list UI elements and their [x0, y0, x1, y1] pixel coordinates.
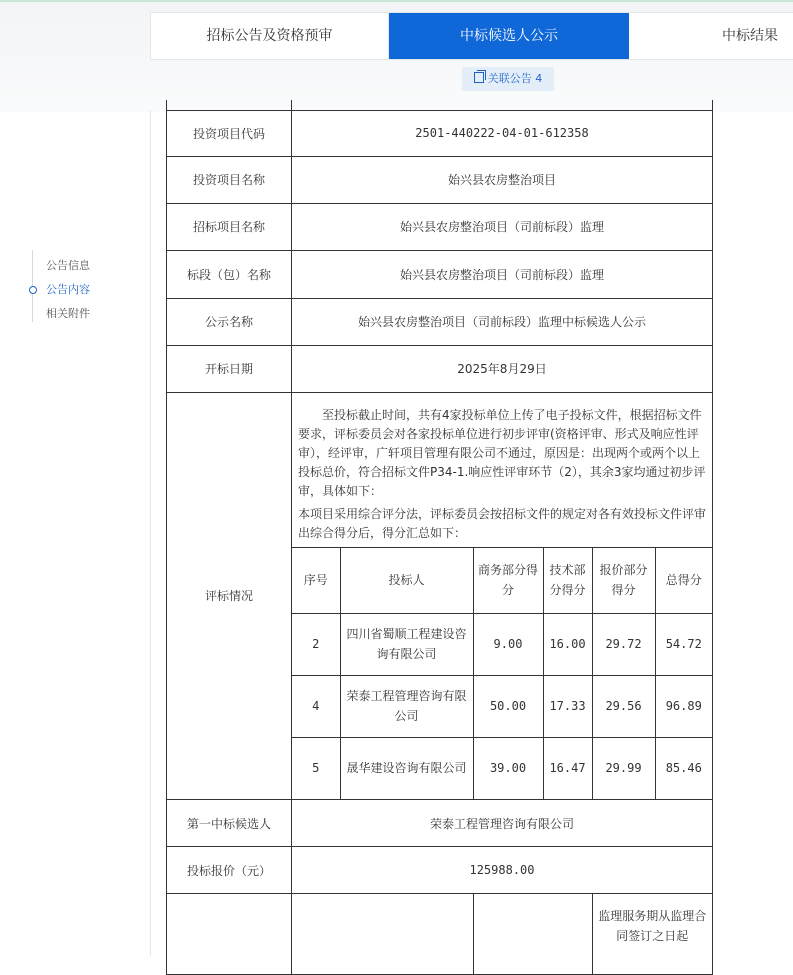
- score-cell: 晟华建设咨询有限公司: [340, 737, 473, 799]
- evaluation-paragraph-1: 至投标截止时间，共有4家投标单位上传了电子投标文件，根据招标文件要求，评标委员会对各家投标单位进行初步评审(资格评审、形式及响应性评审），经评审，广轩项目管理有限公司不通过，原因是：出现两个或两个以上投标总价，符合招标文件P34-1.响应性评审环节（2），其余3家均通过初步评审，具体如下：: [298, 407, 706, 498]
- score-cell: 5: [292, 737, 340, 799]
- tab-bid-notice[interactable]: 招标公告及资格预审: [151, 13, 389, 59]
- score-cell: 2: [292, 613, 340, 675]
- sidenav-item-content-label: 公告内容: [46, 283, 90, 296]
- partial-row-label: [167, 894, 292, 975]
- open-date-label: 开标日期: [167, 345, 292, 392]
- score-cell: 4: [292, 675, 340, 737]
- score-cell: 16.47: [543, 737, 592, 799]
- sidenav-item-content[interactable]: [34, 278, 144, 302]
- top-header: [0, 0, 793, 112]
- notice-table: [166, 100, 713, 975]
- stage-tabs: [150, 12, 793, 60]
- score-header-no: 序号: [292, 547, 340, 613]
- evaluation-text: [292, 393, 712, 547]
- evaluation-cell: [292, 392, 713, 800]
- tab-bid-result[interactable]: 中标结果: [722, 28, 778, 44]
- active-dot-icon: [29, 286, 37, 294]
- score-cell: 50.00: [473, 675, 543, 737]
- score-cell: 39.00: [473, 737, 543, 799]
- code-value: 2501-440222-04-01-612358: [292, 110, 713, 156]
- tab-candidate-notice[interactable]: 中标候选人公示: [389, 13, 629, 59]
- first-candidate-label: 第一中标候选人: [167, 800, 292, 847]
- score-cell: 54.72: [655, 613, 712, 675]
- related-notices-label: 关联公告 4: [487, 72, 543, 85]
- first-candidate-value: 荣泰工程管理咨询有限公司: [292, 800, 713, 847]
- bid-project-label: 招标项目名称: [167, 203, 292, 250]
- notice-name-label: 公示名称: [167, 298, 292, 345]
- code-label: 投资项目代码: [167, 110, 292, 156]
- section-label: 标段（包）名称: [167, 250, 292, 298]
- table-row: [292, 613, 712, 675]
- score-cell: 85.46: [655, 737, 712, 799]
- table-row: [292, 737, 712, 799]
- score-header-bidder: 投标人: [340, 547, 473, 613]
- partial-row-table: [292, 894, 712, 974]
- project-name-label: 投资项目名称: [167, 156, 292, 203]
- related-notices-button[interactable]: [462, 67, 554, 91]
- score-cell: 29.56: [592, 675, 655, 737]
- bid-price-label: 投标报价（元）: [167, 847, 292, 894]
- sidenav-item-attachments[interactable]: 相关附件: [46, 307, 90, 320]
- service-period-text: 监理服务期从监理合同签订之日起: [592, 894, 712, 974]
- score-cell: 29.99: [592, 737, 655, 799]
- content-divider: [150, 110, 151, 956]
- section-nav: [34, 254, 144, 326]
- open-date-value: 2025年8月29日: [292, 345, 713, 392]
- score-header-business: 商务部分得分: [473, 547, 543, 613]
- score-cell: 9.00: [473, 613, 543, 675]
- score-header-price: 报价部分得分: [592, 547, 655, 613]
- table-row: [292, 675, 712, 737]
- bid-price-value: 125988.00: [292, 847, 713, 894]
- score-cell: 29.72: [592, 613, 655, 675]
- score-cell: 17.33: [543, 675, 592, 737]
- score-cell: 96.89: [655, 675, 712, 737]
- section-value: 始兴县农房整治项目（司前标段）监理: [292, 250, 713, 298]
- score-cell: 16.00: [543, 613, 592, 675]
- score-cell: 荣泰工程管理咨询有限公司: [340, 675, 473, 737]
- project-name-value: 始兴县农房整治项目: [292, 156, 713, 203]
- score-header-total: 总得分: [655, 547, 712, 613]
- copy-icon: [474, 72, 484, 83]
- score-header-technical: 技术部分得分: [543, 547, 592, 613]
- evaluation-paragraph-2: 本项目采用综合评分法，评标委员会按招标文件的规定对各有效投标文件评审出综合得分后，得分汇总如下：: [298, 506, 707, 540]
- evaluation-label: 评标情况: [167, 392, 292, 800]
- notice-name-value: 始兴县农房整治项目（司前标段）监理中标候选人公示: [292, 298, 713, 345]
- bid-project-value: 始兴县农房整治项目（司前标段）监理: [292, 203, 713, 250]
- score-cell: 四川省蜀顺工程建设咨询有限公司: [340, 613, 473, 675]
- score-table: [292, 547, 712, 800]
- sidenav-item-info[interactable]: 公告信息: [46, 259, 90, 272]
